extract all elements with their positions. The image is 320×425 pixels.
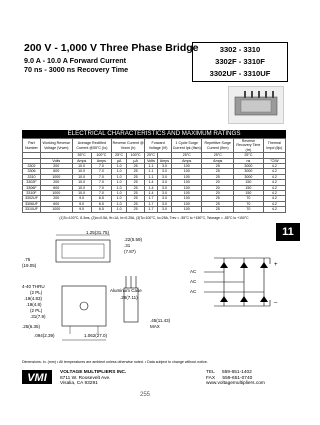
table-cell: °C/W xyxy=(263,158,285,163)
table-cell: 25 xyxy=(202,196,234,201)
vmi-logo xyxy=(22,370,52,384)
dim-height-max: .45(11.43) xyxy=(150,318,171,323)
table-cell: 4.2 xyxy=(263,169,285,174)
table-cell: 1.4 xyxy=(145,185,158,190)
company-block xyxy=(60,370,126,387)
table-cell: 1.1 xyxy=(145,164,158,169)
table-cell: 1.4 xyxy=(145,191,158,196)
table-cell: 4.2 xyxy=(263,196,285,201)
ac-terminal-2: AC xyxy=(190,279,197,284)
table-cell: 25°C xyxy=(112,153,127,158)
col-thermal-impedance: Thermal Impd (θjc) xyxy=(263,139,285,153)
table-cell: 7.0 xyxy=(91,180,111,185)
table-cell: 4.2 xyxy=(263,207,285,212)
dim-mount-hole-count: (2 PL) xyxy=(30,290,43,295)
col-forward-voltage: Forward Voltage (Vf) xyxy=(145,139,172,153)
fax-label: FAX xyxy=(206,375,216,381)
table-cell: 70 xyxy=(234,196,264,201)
table-cell: 20 xyxy=(202,180,234,185)
table-row xyxy=(23,207,286,212)
table-cell: 7.0 xyxy=(91,185,111,190)
table-cell: 3.0 xyxy=(157,185,171,190)
dim-mount-hole: 4-40 THRU xyxy=(22,284,45,289)
company-name: VOLTAGE MULTIPLIERS INC. xyxy=(60,370,127,375)
table-cell: 25 xyxy=(202,201,234,206)
table-cell: 3.0 xyxy=(157,174,171,179)
table-cell: 10.0 xyxy=(72,164,91,169)
table-cell: 20 xyxy=(202,191,234,196)
table-cell: 1.4 xyxy=(145,180,158,185)
table-cell: 1.0 xyxy=(112,180,127,185)
dc-plus-terminal: + xyxy=(274,262,278,268)
table-cell: 70 xyxy=(234,207,264,212)
table-cell: 10.0 xyxy=(72,185,91,190)
table-cell: 7.0 xyxy=(91,164,111,169)
table-cell: 1.0 xyxy=(112,185,127,190)
table-cell: 25 xyxy=(202,169,234,174)
dim-hole-diameter-count: (2 PL) xyxy=(30,308,43,313)
dc-minus-terminal: – xyxy=(274,300,278,306)
case-front-view xyxy=(62,286,106,326)
table-cell: 6.5 xyxy=(91,207,111,212)
part-number-box xyxy=(192,42,288,82)
table-cell: 1.7 xyxy=(145,207,158,212)
table-cell: 7.0 xyxy=(91,191,111,196)
table-cell: 3.0 xyxy=(157,169,171,174)
col-repetitive-surge: Repetitive Surge Current (Ifrm) xyxy=(202,139,234,153)
table-cell: μA xyxy=(112,158,127,163)
table-cell: 9.0 xyxy=(72,201,91,206)
table-footnote: (1)Tc=100°C, 8.3ms, (2)Io=0.5A, Ifr=1A, Irr=0.25A, (3)Tc=100°C, Io=25A, Trev = -55°C to +150°C, Tstorage = -55°C to +150°C xyxy=(59,216,249,220)
dim-pin-height: .22(5.59) xyxy=(124,237,143,242)
table-cell: 3000 xyxy=(234,164,264,169)
table-cell: 9.0 xyxy=(72,196,91,201)
table-cell: 25 xyxy=(127,169,145,174)
table-cell: 1.0 xyxy=(112,191,127,196)
table-cell: 70 xyxy=(234,201,264,206)
tel-number: 559-651-1402 xyxy=(221,370,252,375)
part-number-standard: 3302 - 3310 xyxy=(219,45,261,54)
case-material-label: Aluminum Case xyxy=(110,288,142,293)
table-cell: 4.2 xyxy=(263,191,285,196)
page-number: 255 xyxy=(140,392,151,398)
table-cell: Volts xyxy=(145,158,158,163)
table-cell: 1000 xyxy=(40,174,72,179)
dim-hole-offset: .19(4.83) xyxy=(24,296,43,301)
table-cell: 1000 xyxy=(40,207,72,212)
table-cell: 1.1 xyxy=(145,169,158,174)
table-cell: 150 xyxy=(234,191,264,196)
table-cell: 3310 xyxy=(23,174,41,179)
table-cell: Amps xyxy=(72,158,91,163)
table-cell: 150 xyxy=(234,180,264,185)
table-cell: 3.0 xyxy=(157,180,171,185)
dim-height-max-label: MAX xyxy=(150,324,160,329)
table-cell: 100 xyxy=(172,180,202,185)
table-cell: 1.1 xyxy=(145,174,158,179)
table-cell: 1.7 xyxy=(145,196,158,201)
table-cell: 1.7 xyxy=(145,201,158,206)
table-cell: 200 xyxy=(40,180,72,185)
dim-base-length: 1.062(27.0) xyxy=(84,333,108,338)
table-cell: 100°C xyxy=(91,153,111,158)
contact-block xyxy=(206,370,265,387)
table-cell: ns xyxy=(234,158,264,163)
table-cell: Amps xyxy=(157,158,171,163)
table-cell: 600 xyxy=(40,169,72,174)
table-cell: 3.0 xyxy=(157,201,171,206)
table-cell: 3000 xyxy=(234,169,264,174)
table-cell: 1.0 xyxy=(112,207,127,212)
table-cell: 9.0 xyxy=(72,207,91,212)
table-cell: 100 xyxy=(172,174,202,179)
case-side-view xyxy=(124,288,138,322)
table-cell: 100 xyxy=(172,207,202,212)
table-cell: 1.0 xyxy=(112,174,127,179)
spec-table xyxy=(22,138,286,213)
table-cell: 25 xyxy=(127,174,145,179)
dim-hole-pitch: .31(7.9) xyxy=(30,314,46,319)
fax-number: 559-651-0740 xyxy=(222,375,253,381)
dim-depth-mm: (7.87) xyxy=(124,249,136,254)
footer-disclaimer: Dimensions: in. (mm) • All temperatures are ambient unless otherwise noted. • Data subject to change without notice. xyxy=(22,360,208,364)
table-cell: 3306UF xyxy=(23,201,41,206)
dim-flange: .094(2.39) xyxy=(34,333,55,338)
table-cell: 3.0 xyxy=(157,207,171,212)
website-link[interactable]: www.voltagemultipliers.com xyxy=(206,381,265,387)
dim-hole-diameter: .19(4.8) xyxy=(26,302,42,307)
table-cell: 3.0 xyxy=(157,191,171,196)
table-cell: 7.0 xyxy=(91,169,111,174)
table-cell: 25°C xyxy=(202,153,234,158)
part-number-fast: 3302F - 3310F xyxy=(215,57,265,66)
table-cell: 600 xyxy=(40,185,72,190)
product-photo xyxy=(228,86,284,124)
table-cell: 3310F xyxy=(23,191,41,196)
table-cell: 10.0 xyxy=(72,174,91,179)
table-cell: 100 xyxy=(172,185,202,190)
company-address-1: 8711 W. Roosevelt Ave. xyxy=(60,375,111,381)
table-cell: 10.0 xyxy=(72,191,91,196)
table-cell: 25 xyxy=(127,196,145,201)
table-cell: μA xyxy=(127,158,145,163)
table-cell: 3306F xyxy=(23,185,41,190)
table-cell: 25 xyxy=(202,164,234,169)
table-cell: 10.0 xyxy=(72,169,91,174)
table-cell: 55°C xyxy=(72,153,91,158)
col-average-current: Average Rectified Current @55°C (Io) xyxy=(72,139,111,153)
table-cell: 150 xyxy=(234,185,264,190)
table-cell: 1.0 xyxy=(112,164,127,169)
table-cell: 3302F xyxy=(23,180,41,185)
table-cell: 3302UF xyxy=(23,196,41,201)
case-top-view xyxy=(56,240,110,262)
current-range: 9.0 A - 10.0 A Forward Current xyxy=(24,56,126,65)
col-surge-current: 1 Cycle Surge Current Ipk (Ifsm) xyxy=(172,139,202,153)
table-cell: 25°C xyxy=(172,153,202,158)
dim-length: 1.25(31.75) xyxy=(86,230,110,235)
table-cell: 4.2 xyxy=(263,174,285,179)
table-cell: 1000 xyxy=(40,191,72,196)
table-cell: Amps xyxy=(202,158,234,163)
company-address-2: Visalia, CA 93291 xyxy=(60,381,98,387)
table-cell: 25 xyxy=(202,207,234,212)
table-cell: 4.2 xyxy=(263,185,285,190)
table-cell: 10.0 xyxy=(72,180,91,185)
dim-width: .75 xyxy=(24,257,31,262)
table-cell: 6.5 xyxy=(91,201,111,206)
table-header-row xyxy=(23,139,286,153)
col-part-number: Part Number xyxy=(23,139,41,153)
table-cell: 600 xyxy=(40,201,72,206)
ac-terminal-3: AC xyxy=(190,289,197,294)
table-cell: 100°C xyxy=(127,153,145,158)
section-tab: 11 xyxy=(276,223,300,241)
table-cell: 200 xyxy=(40,196,72,201)
page-title: 200 V - 1,000 V Three Phase Bridge xyxy=(24,42,199,54)
table-cell: 3302 xyxy=(23,164,41,169)
table-cell: 100 xyxy=(172,196,202,201)
svg-text:VMI: VMI xyxy=(27,372,47,384)
col-recovery-time: Reverse Recovery Time (trr) xyxy=(234,139,264,153)
dim-depth: .31 xyxy=(124,243,131,248)
table-cell: 3310UF xyxy=(23,207,41,212)
table-cell: 3.0 xyxy=(157,164,171,169)
table-cell: 25 xyxy=(202,174,234,179)
dim-base-thickness: .25(6.35) xyxy=(22,324,41,329)
table-cell: 25 xyxy=(127,164,145,169)
table-cell: 25 xyxy=(127,201,145,206)
tel-label: TEL xyxy=(206,370,215,375)
table-cell: 25 xyxy=(127,180,145,185)
ac-terminal-1: AC xyxy=(190,269,197,274)
table-cell: 20 xyxy=(202,185,234,190)
table-cell: 4.2 xyxy=(263,180,285,185)
table-cell: Volts xyxy=(40,158,72,163)
table-cell: 3000 xyxy=(234,174,264,179)
table-cell: 100 xyxy=(172,201,202,206)
table-cell: 3306 xyxy=(23,169,41,174)
table-cell: 3.0 xyxy=(157,196,171,201)
table-cell: 1.0 xyxy=(112,201,127,206)
table-cell: Amps xyxy=(91,158,111,163)
table-cell: 1.0 xyxy=(112,196,127,201)
part-number-ultrafast: 3302UF - 3310UF xyxy=(209,69,271,78)
table-cell: 6.5 xyxy=(91,196,111,201)
col-reverse-current: Reverse Current @ Vrwm (Ir) xyxy=(112,139,145,153)
table-cell: 1.0 xyxy=(112,169,127,174)
table-cell: 25 xyxy=(127,191,145,196)
table-cell: 25°C xyxy=(145,153,158,158)
table-cell: 25°C xyxy=(234,153,264,158)
table-cell: 100 xyxy=(172,169,202,174)
table-cell: 7.0 xyxy=(91,174,111,179)
bridge-schematic xyxy=(200,250,284,314)
table-cell: 25 xyxy=(127,207,145,212)
recovery-range: 70 ns - 3000 ns Recovery Time xyxy=(24,65,129,74)
table-cell: Amps xyxy=(172,158,202,163)
table-cell: 100 xyxy=(172,191,202,196)
col-working-voltage: Working Reverse Voltage (Vrwm) xyxy=(40,139,72,153)
table-cell: 25 xyxy=(127,185,145,190)
table-banner: ELECTRICAL CHARACTERISTICS AND MAXIMUM RATINGS xyxy=(22,130,286,138)
table-cell: 4.2 xyxy=(263,164,285,169)
table-cell: 4.2 xyxy=(263,201,285,206)
table-cell: 200 xyxy=(40,164,72,169)
dim-width-mm: (19.05) xyxy=(22,263,37,268)
dim-pin-spacing: .28(7.11) xyxy=(120,295,138,300)
table-cell: 100 xyxy=(172,164,202,169)
